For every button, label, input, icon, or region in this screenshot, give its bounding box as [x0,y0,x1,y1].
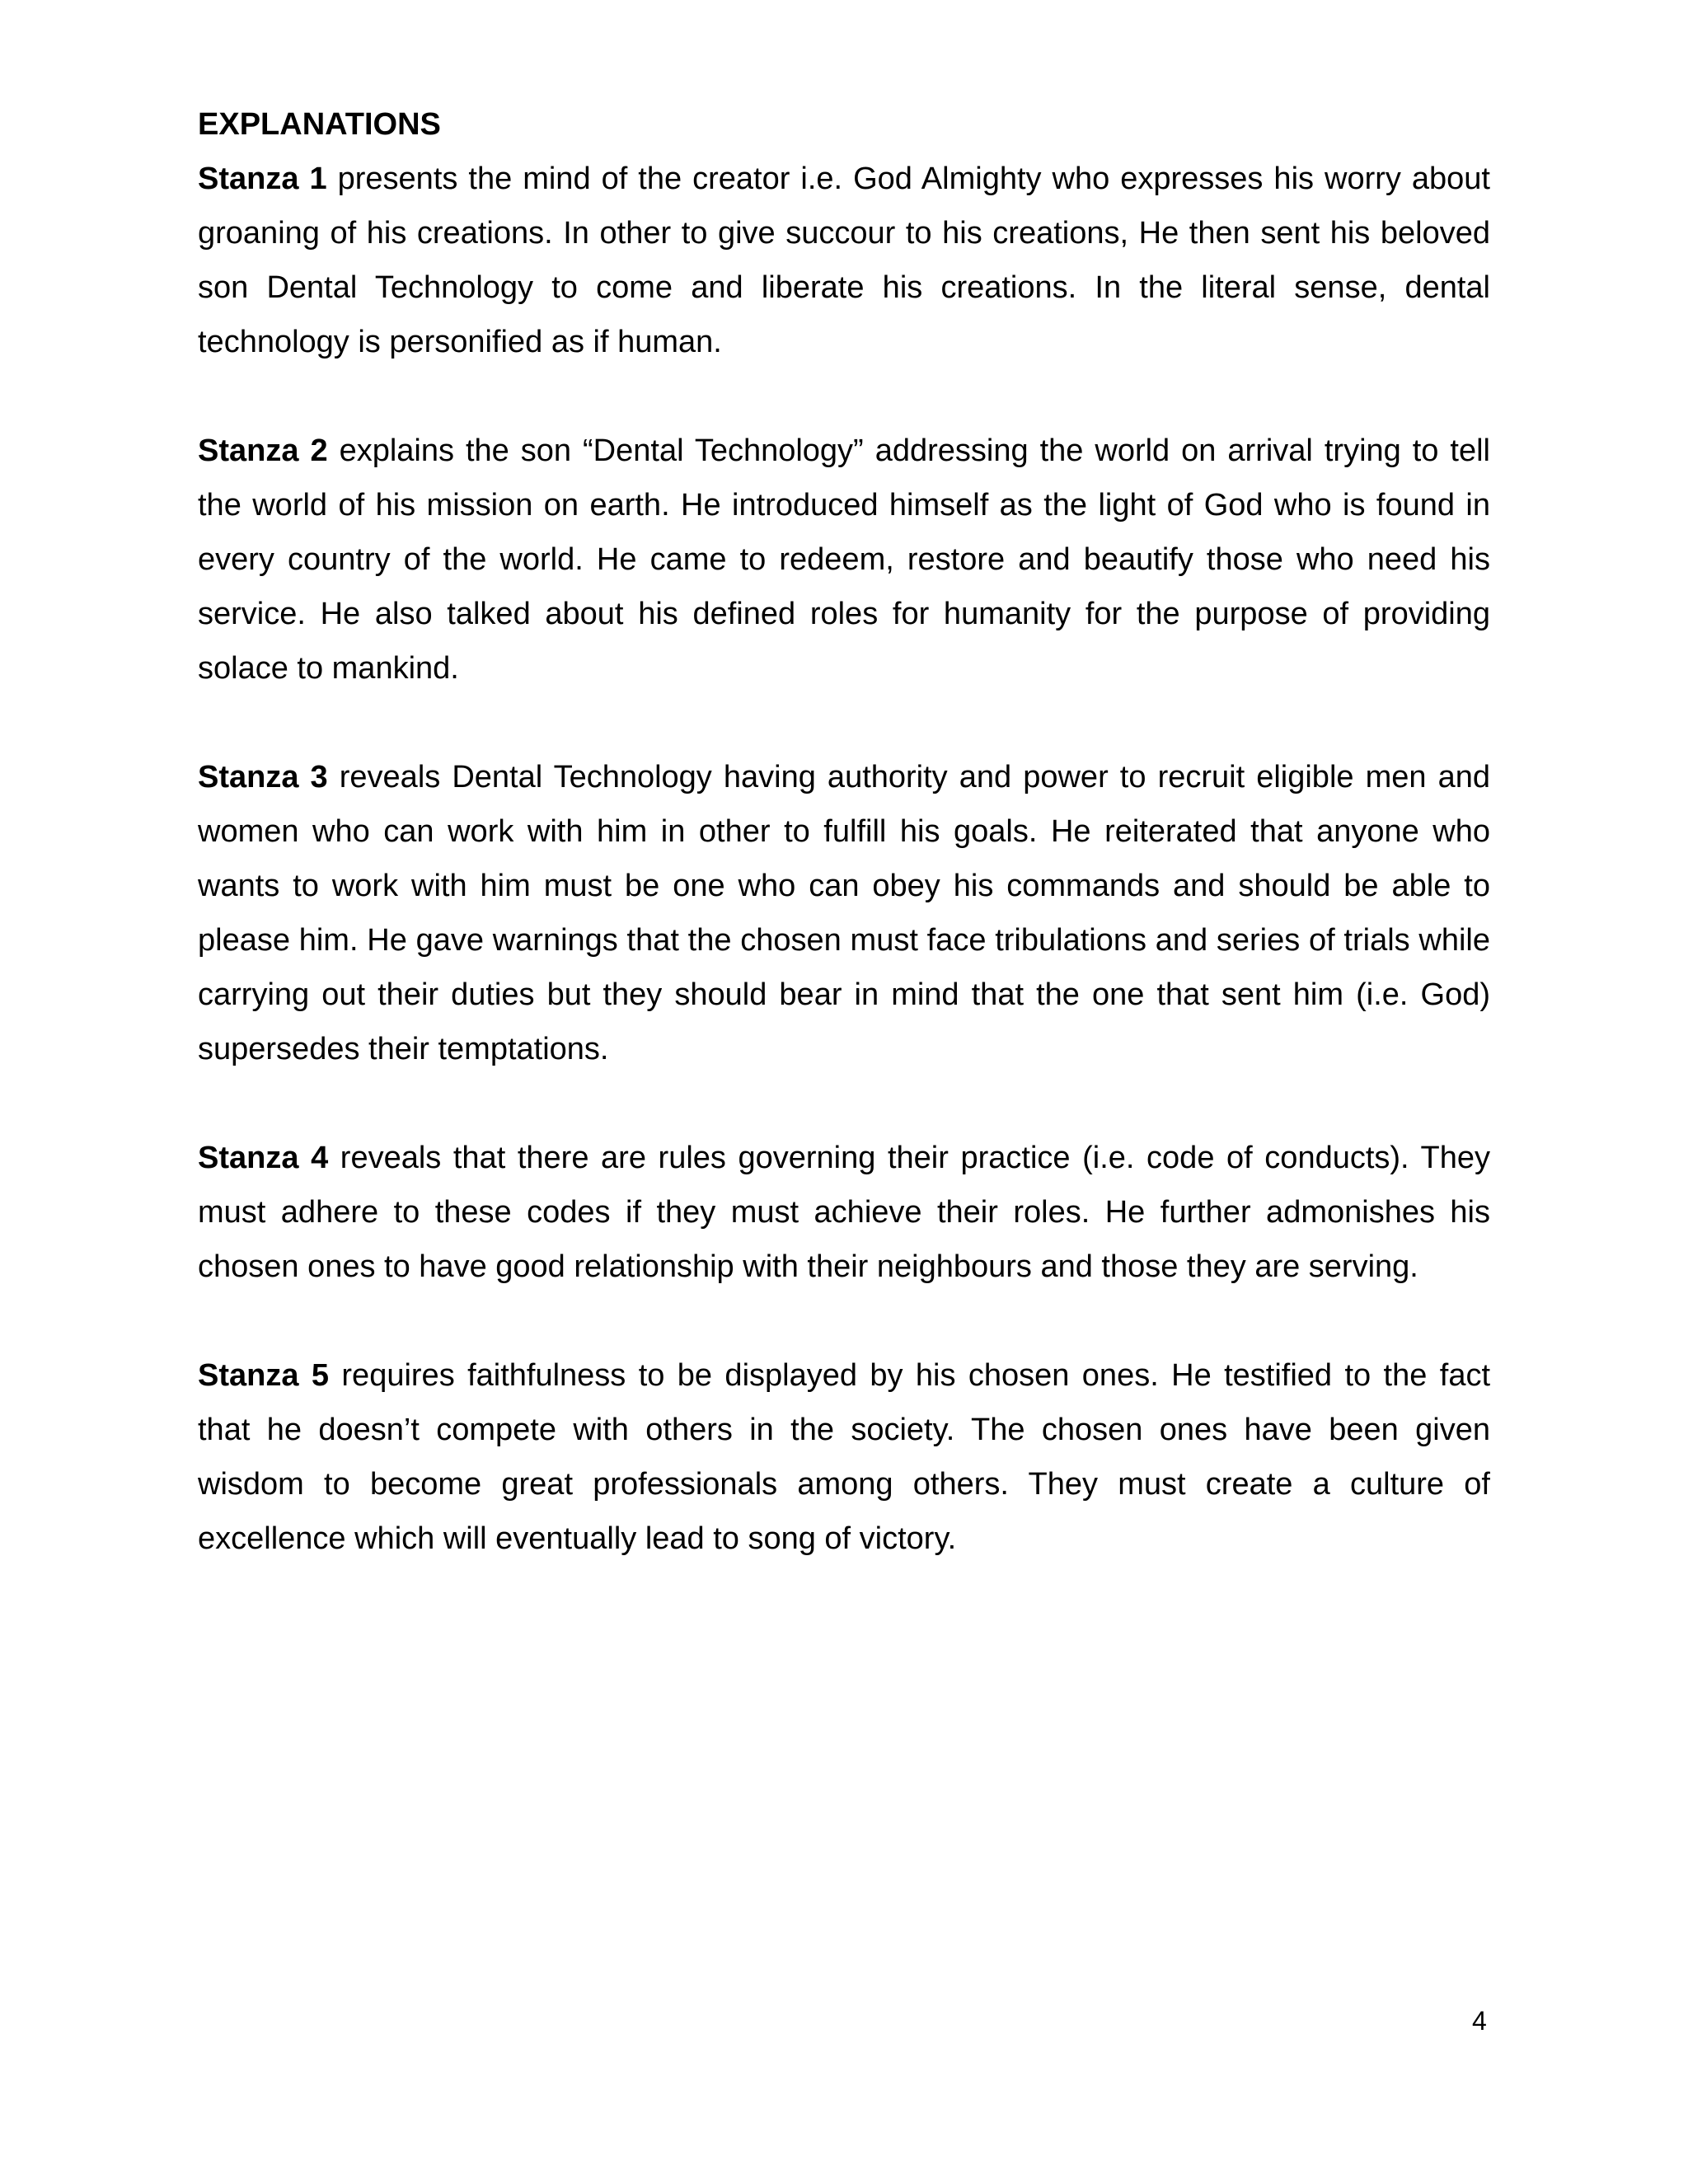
stanza-1-label: Stanza 1 [198,162,327,196]
stanza-4-paragraph [198,1131,1490,1294]
stanza-2-paragraph [198,424,1490,696]
stanza-1-text: presents the mind of the creator i.e. God Almighty who expresses his worry about groaning of his creations. In other to give succour to his creations, He then sent his beloved son Dental Technology to come and liberate his creations. In the literal sense, dental technology is personified as if human. [198,162,1490,359]
stanza-5-label: Stanza 5 [198,1358,330,1393]
section-heading: EXPLANATIONS [198,107,441,142]
document-body [198,97,1490,1620]
stanza-5-text: requires faithfulness to be displayed by his chosen ones. He testified to the fact that he doesn’t compete with others in the society. The chosen ones have been given wisdom to become great professionals among others. They must create a culture of excellence which will eventually lead to song of victory. [198,1358,1491,1556]
stanza-4-label: Stanza 4 [198,1141,329,1175]
page-number: 4 [1472,2006,1487,2036]
stanza-3-paragraph [198,750,1490,1076]
stanza-5-paragraph [198,1348,1490,1566]
stanza-4-text: reveals that there are rules governing their practice (i.e. code of conducts). They must adhere to these codes if they must achieve their roles. He further admonishes his chosen ones to have good relationship with their neighbours and those they are serving. [198,1141,1490,1284]
stanza-2-text: explains the son “Dental Technology” addressing the world on arrival trying to tell the world of his mission on earth. He introduced himself as the light of God who is found in every country of the world. He came to redeem, restore and beautify those who need his service. He also talked about his defined roles for humanity for the purpose of providing solace to mankind. [198,434,1490,686]
stanza-2-label: Stanza 2 [198,434,328,468]
stanza-3-text: reveals Dental Technology having authority and power to recruit eligible men and women who can work with him in other to fulfill his goals. He reiterated that anyone who wants to work with him must be one who can obey his commands and should be able to please him. He gave warnings that the chosen must face tribulations and series of trials while carrying out their duties but they should bear in mind that the one that sent him (i.e. God) supersedes their temptations. [198,760,1490,1066]
stanza-3-label: Stanza 3 [198,760,328,794]
stanza-1-paragraph [198,152,1490,369]
